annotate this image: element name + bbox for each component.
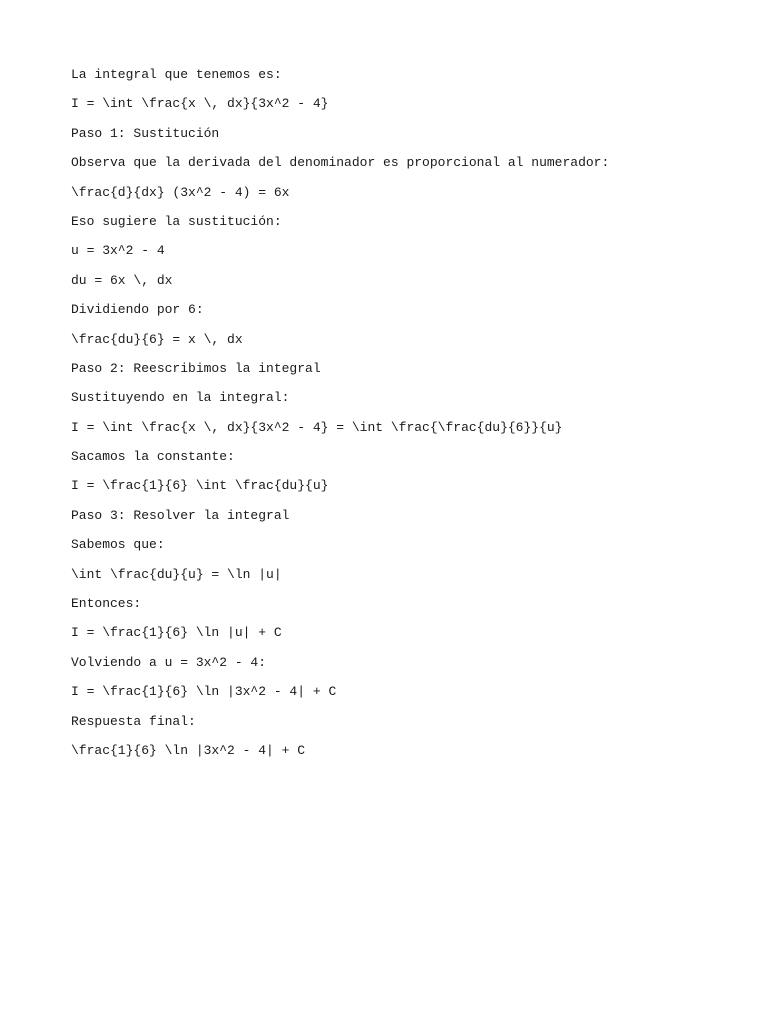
- back-substitution-note: Volviendo a u = 3x^2 - 4:: [71, 654, 267, 670]
- result-in-x: I = \frac{1}{6} \ln |3x^2 - 4| + C: [71, 684, 337, 700]
- integral-expression: I = \int \frac{x \, dx}{3x^2 - 4}: [71, 96, 329, 112]
- log-identity: \int \frac{du}{u} = \ln |u|: [71, 566, 282, 582]
- final-answer: \frac{1}{6} \ln |3x^2 - 4| + C: [71, 742, 306, 758]
- observation-line: Observa que la derivada del denominador es proporcional al numerador:: [71, 155, 610, 171]
- derivative-expression: \frac{d}{dx} (3x^2 - 4) = 6x: [71, 184, 290, 200]
- constant-note: Sacamos la constante:: [71, 449, 235, 465]
- then-note: Entonces:: [71, 596, 142, 612]
- known-fact-note: Sabemos que:: [71, 537, 165, 553]
- substituting-note: Sustituyendo en la integral:: [71, 390, 290, 406]
- du-definition: du = 6x \, dx: [71, 272, 173, 288]
- substitution-hint: Eso sugiere la sustitución:: [71, 213, 282, 229]
- constant-factored-integral: I = \frac{1}{6} \int \frac{du}{u}: [71, 478, 329, 494]
- step-1-heading: Paso 1: Sustitución: [71, 125, 220, 141]
- intro-line: La integral que tenemos es:: [71, 67, 282, 82]
- divide-note: Dividiendo por 6:: [71, 302, 204, 318]
- substituted-integral: I = \int \frac{x \, dx}{3x^2 - 4} = \int \frac{\frac{du}{6}}{u}: [71, 419, 563, 435]
- document-body: [71, 67, 748, 772]
- step-3-heading: Paso 3: Resolver la integral: [71, 507, 290, 523]
- u-definition: u = 3x^2 - 4: [71, 243, 165, 259]
- step-2-heading: Paso 2: Reescribimos la integral: [71, 360, 321, 376]
- du-over-6-expression: \frac{du}{6} = x \, dx: [71, 331, 243, 347]
- final-answer-label: Respuesta final:: [71, 713, 196, 729]
- result-in-u: I = \frac{1}{6} \ln |u| + C: [71, 625, 282, 641]
